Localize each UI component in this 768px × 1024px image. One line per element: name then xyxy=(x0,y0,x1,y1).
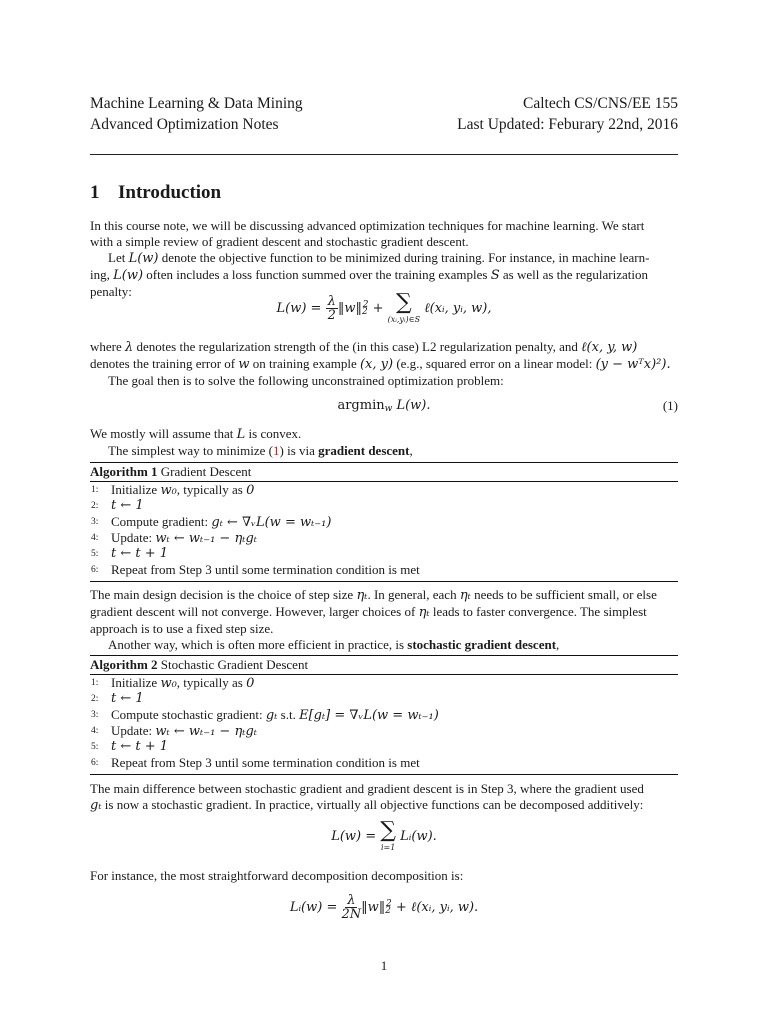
course-name: Machine Learning & Data Mining xyxy=(90,95,303,112)
diff-line-1: The main difference between stochastic gradient and gradient descent is in Step 3, where the gradient used xyxy=(90,781,644,796)
lambda-over-2n: $\frac{\lambda}{2N}$ xyxy=(341,893,362,922)
page xyxy=(90,0,678,1024)
algo1-step-2: 2: t ← 1 xyxy=(91,498,144,513)
equation-1-number: (1) xyxy=(662,398,678,413)
section-number: 1 xyxy=(90,182,100,203)
summation-operator: ∑ (xᵢ,yᵢ)∈S xyxy=(387,290,421,324)
algo1-step-4: 4: Update: wₜ ← wₜ₋₁ − ηₜgₜ xyxy=(91,530,257,546)
algo2-step-3: 3: Compute stochastic gradient: gₜ s.t. E[gₜ] = ∇ᵥL(w = wₜ₋₁) xyxy=(91,707,439,723)
course-code: Caltech CS/CNS/EE 155 xyxy=(523,95,678,112)
straightforward-sentence: For instance, the most straightforward decomposition decomposition is: xyxy=(90,868,464,883)
intro-line-4: ing, L(w) often includes a loss function summed over the training examples S as well as the regularization xyxy=(90,267,648,283)
algo2-step-6: 6: Repeat from Step 3 until some termination condition is met xyxy=(91,755,420,770)
page-number: 1 xyxy=(380,958,388,973)
intro-paragraph xyxy=(90,218,678,300)
design-line-1: The main design decision is the choice of step size ηₜ. In general, each ηₜ needs to be sufficient small, or else xyxy=(90,587,657,603)
algorithm-2 xyxy=(90,655,678,775)
where-paragraph xyxy=(90,339,678,389)
where-line-1: where λ denotes the regularization strength of the (in this case) L2 regularization penalty, and ℓ(x, y, w) xyxy=(90,339,638,355)
assume-line-2: The simplest way to minimize (1) is via gradient descent, xyxy=(108,443,413,458)
equation-1: argmin$_w$ L(w). xyxy=(337,398,431,414)
algo1-step-1: 1: Initialize w₀, typically as 0 xyxy=(91,482,255,498)
algorithm-2-title: Algorithm 2 Stochastic Gradient Descent xyxy=(90,657,309,672)
algo1-step-3: 3: Compute gradient: gₜ ← ∇ᵥL(w = wₜ₋₁) xyxy=(91,514,332,530)
algo1-step-5: 5: t ← t + 1 xyxy=(91,546,169,561)
summation-operator-2: ∑ i=1 xyxy=(380,818,396,852)
equation-li: Lᵢ(w) = $\frac{\lambda}{2N}$ $‖w‖_2^2$ + ℓ(xᵢ, yᵢ, w). xyxy=(289,893,479,922)
doc-title: Advanced Optimization Notes xyxy=(90,116,279,133)
algo1-step-6: 6: Repeat from Step 3 until some termination condition is met xyxy=(91,562,420,577)
equation-decomposition: L(w) = ∑ i=1 Lᵢ(w). xyxy=(331,818,437,852)
equation-loss: L(w) = $\frac{\lambda}{2}$ $‖w‖_2^2$ + ∑ (xᵢ,yᵢ)∈S ℓ(xᵢ, yᵢ, w), xyxy=(276,290,492,324)
design-line-2: gradient descent will not converge. However, larger choices of ηₜ leads to faster convergence. The simplest xyxy=(90,604,647,620)
diff-line-2: gₜ is now a stochastic gradient. In practice, virtually all objective functions can be decomposed additively: xyxy=(90,797,644,813)
section-title: Introduction xyxy=(118,182,222,203)
design-line-3: approach is to use a fixed step size. xyxy=(90,621,274,636)
algo2-step-2: 2: t ← 1 xyxy=(91,691,144,706)
intro-line-2: with a simple review of gradient descent and stochastic gradient descent. xyxy=(90,234,469,249)
algo2-step-5: 5: t ← t + 1 xyxy=(91,739,169,754)
algorithm-1 xyxy=(90,462,678,582)
intro-line-3: Let L(w) denote the objective function to be minimized during training. For instance, in machine learn- xyxy=(108,250,650,266)
assume-paragraph xyxy=(90,426,678,459)
difference-paragraph xyxy=(90,781,678,814)
lambda-over-two: $\frac{\lambda}{2}$ xyxy=(327,294,336,323)
where-line-2: denotes the training error of w on training example (x, y) (e.g., squared error on a linear model: (y − wᵀx)²). xyxy=(90,356,671,372)
design-paragraph xyxy=(90,587,678,653)
section-heading xyxy=(90,181,221,205)
last-updated: Last Updated: Feburary 22nd, 2016 xyxy=(457,116,678,133)
intro-line-5: penalty: xyxy=(90,284,132,299)
header-rule xyxy=(90,154,678,155)
equation-ref-link[interactable]: 1 xyxy=(273,443,280,458)
algo2-step-1: 1: Initialize w₀, typically as 0 xyxy=(91,675,255,691)
assume-line-1: We mostly will assume that L is convex. xyxy=(90,426,302,442)
intro-line-1: In this course note, we will be discussing advanced optimization techniques for machine learning. We start xyxy=(90,218,645,233)
algorithm-1-title: Algorithm 1 Gradient Descent xyxy=(90,464,252,479)
algo2-step-4: 4: Update: wₜ ← wₜ₋₁ − ηₜgₜ xyxy=(91,723,257,739)
design-line-4: Another way, which is often more efficient in practice, is stochastic gradient descent, xyxy=(108,637,560,652)
where-line-3: The goal then is to solve the following unconstrained optimization problem: xyxy=(108,373,504,388)
